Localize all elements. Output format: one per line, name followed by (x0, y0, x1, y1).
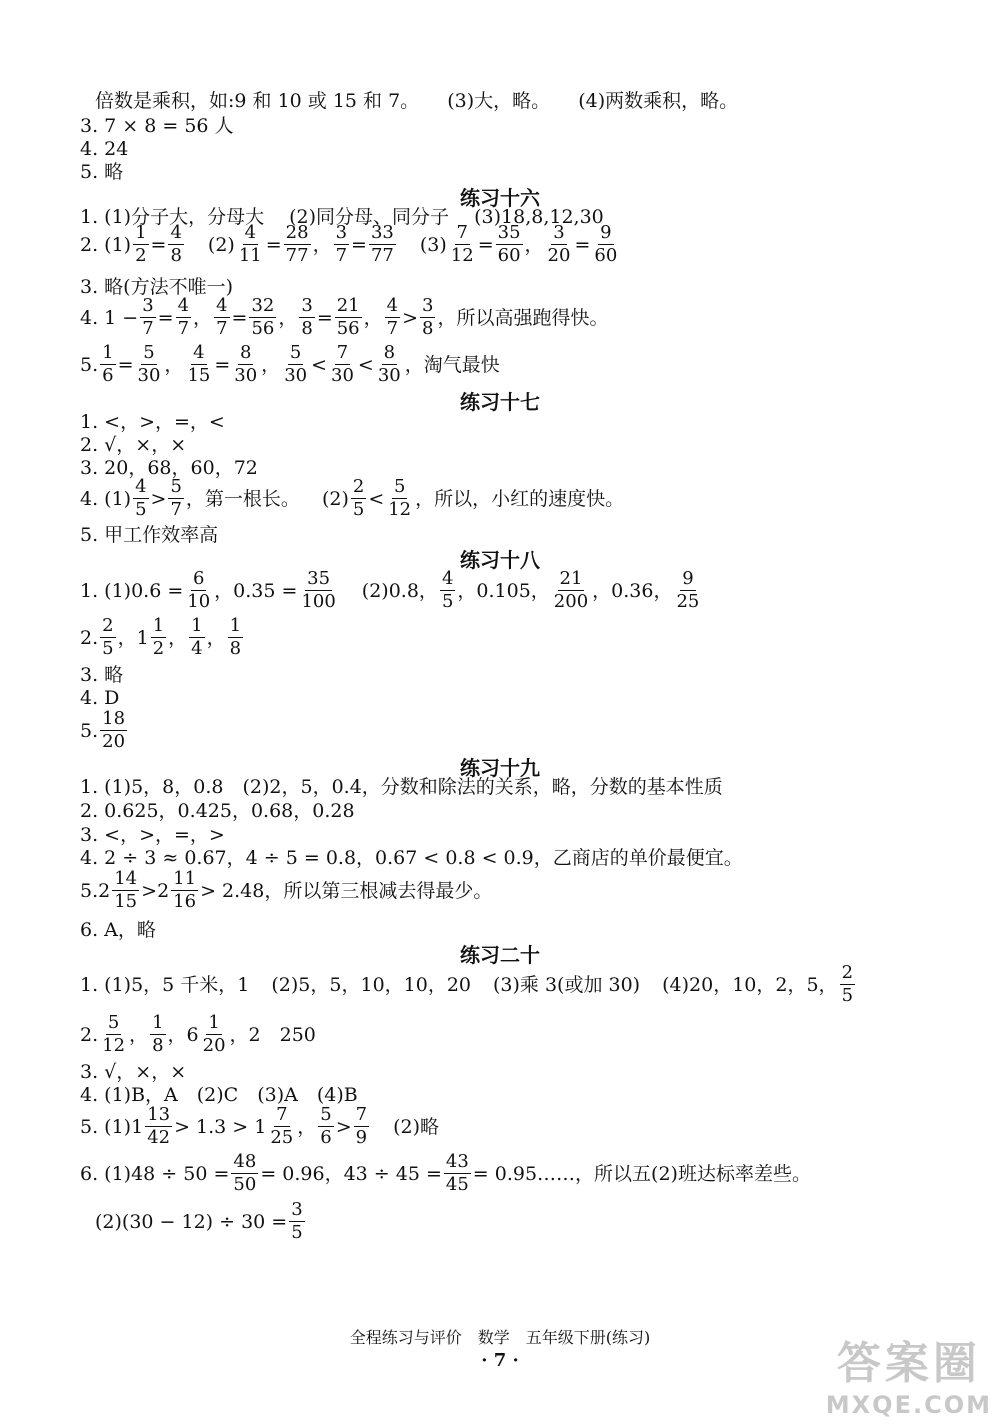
den: 56 (336, 318, 360, 339)
fraction (168, 222, 183, 267)
text: ，0.105， (457, 579, 550, 602)
fraction (171, 868, 198, 913)
text: = (214, 353, 231, 376)
text: 1. (1)0.6 = (80, 579, 184, 602)
den: 77 (285, 245, 309, 266)
fraction (145, 1104, 172, 1149)
num: 3 (553, 222, 565, 243)
text: (2)略 (393, 1115, 440, 1138)
s17-q1: 1. <，>，=，< (80, 411, 225, 433)
fraction (354, 1104, 369, 1149)
text: > 1.3 > 1 (174, 1115, 267, 1138)
num: 4 (386, 295, 399, 316)
text: ， (524, 233, 544, 256)
s19-q5 (80, 868, 492, 913)
fraction (289, 1199, 304, 1244)
text: = (265, 233, 282, 256)
num: 8 (383, 342, 396, 363)
text: (4)两数乘积，略。 (578, 90, 739, 112)
num: 33 (370, 222, 394, 243)
den: 15 (114, 891, 138, 912)
row (80, 708, 129, 753)
den: 5 (841, 985, 854, 1006)
num: 5 (393, 476, 406, 497)
num: 14 (114, 868, 138, 889)
text: < (311, 353, 328, 376)
text: (4)20，10，2，5， (662, 973, 838, 996)
s17-q3: 3. 20，68，60，72 (80, 457, 258, 479)
fraction (151, 615, 166, 660)
text: ， (193, 306, 213, 329)
s20-q5 (80, 1104, 439, 1149)
num: 3 (335, 222, 348, 243)
text: 1 (136, 626, 149, 649)
fraction (592, 222, 619, 267)
text: 2 (98, 879, 111, 902)
fraction (496, 222, 523, 267)
row (80, 868, 492, 913)
text: 1 (131, 1115, 144, 1138)
den: 7 (335, 245, 348, 266)
num: 6 (192, 568, 205, 589)
num: 1 (229, 615, 242, 636)
num: 18 (102, 708, 126, 729)
num: 7 (355, 1104, 368, 1125)
row (80, 476, 624, 521)
s16-q3: 3. 略(方法不唯一) (80, 276, 233, 298)
row (95, 1199, 307, 1244)
num: 1 (191, 615, 203, 636)
text: > (402, 306, 419, 329)
text: (2)0.8， (361, 579, 438, 602)
text: ， (278, 306, 298, 329)
fraction (282, 342, 309, 387)
fraction (150, 1012, 165, 1057)
fraction (334, 222, 349, 267)
top-line-4: 5. 略 (80, 161, 124, 183)
den: 12 (450, 245, 474, 266)
text: 倍数是乘积，如:9 和 10 或 15 和 7。 (95, 90, 420, 112)
fraction (546, 222, 573, 267)
den: 7 (142, 318, 154, 339)
s18-q2 (80, 615, 245, 660)
den: 45 (445, 1174, 469, 1195)
fraction (237, 222, 264, 267)
num: 1 (208, 1012, 220, 1033)
den: 4 (191, 638, 203, 659)
s17-q4 (80, 476, 624, 521)
watermark-line-2: MXQE.COM (825, 1391, 992, 1419)
text: = (117, 353, 134, 376)
fraction (329, 342, 356, 387)
text: ， (117, 626, 137, 649)
fraction (231, 1151, 258, 1196)
fraction (112, 868, 139, 913)
den: 5 (441, 591, 454, 612)
top-line-1 (95, 89, 738, 113)
den: 8 (229, 638, 242, 659)
den: 6 (102, 365, 114, 386)
fraction (214, 295, 229, 340)
num: 4 (135, 476, 147, 497)
text: = (574, 233, 591, 256)
fraction (351, 476, 366, 521)
den: 9 (355, 1127, 368, 1148)
den: 50 (233, 1174, 257, 1195)
text: ， (206, 626, 226, 649)
num: 5 (107, 1012, 120, 1033)
text: ，淘气最快 (404, 353, 500, 376)
den: 20 (202, 1035, 226, 1056)
num: 1 (102, 342, 114, 363)
text: 2. (1) (80, 233, 132, 256)
section-title-16: 练习十六 (460, 186, 540, 210)
num: 35 (307, 568, 331, 589)
den: 7 (170, 499, 182, 520)
fraction (674, 568, 701, 613)
den: 5 (135, 499, 147, 520)
s19-q4: 4. 2 ÷ 3 ≈ 0.67，4 ÷ 5 = 0.8，0.67 < 0.8 < 0.9，乙商店的单价最便宜。 (80, 847, 743, 869)
text: ，0.35 = (214, 579, 298, 602)
text: ， (363, 306, 383, 329)
den: 2 (135, 245, 147, 266)
num: 11 (173, 868, 197, 889)
num: 28 (285, 222, 309, 243)
num: 9 (682, 568, 694, 589)
num: 43 (445, 1151, 469, 1172)
den: 7 (216, 318, 228, 339)
fraction (376, 342, 403, 387)
text: ， (297, 1115, 317, 1138)
row (80, 962, 857, 1007)
fraction (185, 342, 212, 387)
fraction (299, 568, 337, 613)
den: 60 (594, 245, 618, 266)
text: < (357, 353, 374, 376)
text: ， (167, 1023, 187, 1046)
text: > (150, 487, 167, 510)
fraction (420, 295, 435, 340)
s16-q2 (80, 222, 621, 267)
num: 5 (170, 476, 182, 497)
num: 1 (152, 615, 165, 636)
text: ，2 250 (229, 1023, 316, 1046)
text: = 0.95……，所以五(2)班达标率差些。 (472, 1162, 811, 1185)
text: 5. (80, 353, 99, 376)
num: 7 (276, 1104, 288, 1125)
s18-q1 (80, 568, 703, 613)
den: 7 (177, 318, 190, 339)
fraction (385, 295, 400, 340)
text: ， (312, 233, 332, 256)
den: 10 (187, 591, 211, 612)
s20-q1 (80, 962, 857, 1007)
num: 4 (441, 568, 454, 589)
text: ，所以，小红的速度快。 (415, 487, 625, 510)
footer-title: 全程练习与评价 数学 五年级下册(练习) (349, 1328, 651, 1347)
den: 56 (251, 318, 275, 339)
row (80, 222, 621, 267)
text: ，第一根长。 (185, 487, 300, 510)
num: 4 (193, 342, 205, 363)
text: (3)乘 3(或加 30) (493, 973, 641, 996)
den: 42 (147, 1127, 171, 1148)
row (80, 342, 500, 387)
fraction (840, 962, 855, 1007)
fraction (185, 568, 212, 613)
s17-q2: 2. √，×，× (80, 434, 187, 456)
den: 30 (377, 365, 401, 386)
fraction (176, 295, 191, 340)
fraction (299, 295, 314, 340)
den: 12 (388, 499, 412, 520)
fraction (552, 568, 590, 613)
s18-q4: 4. D (80, 687, 120, 709)
s19-q3: 3. <，>，=，> (80, 824, 225, 846)
section-title-18: 练习十八 (460, 548, 540, 572)
s19-q1: 1. (1)5，8，0.8 (2)2，5，0.4，分数和除法的关系，略，分数的基本性质 (80, 776, 723, 798)
text: = (150, 233, 167, 256)
num: 3 (291, 1199, 303, 1220)
den: 7 (386, 318, 399, 339)
num: 1 (135, 222, 147, 243)
num: 3 (422, 295, 434, 316)
den: 8 (301, 318, 313, 339)
den: 8 (152, 1035, 164, 1056)
text: 4. (1) (80, 487, 132, 510)
watermark-line-1: 答案圈 (836, 1338, 981, 1389)
text: (2) (321, 487, 349, 510)
den: 5 (102, 638, 114, 659)
text: 2. (80, 626, 99, 649)
s18-q3: 3. 略 (80, 664, 124, 686)
num: 5 (320, 1104, 332, 1125)
row (80, 295, 609, 340)
text: > (335, 1115, 352, 1138)
s19-q6: 6. A，略 (80, 919, 156, 941)
den: 200 (553, 591, 589, 612)
den: 77 (370, 245, 394, 266)
fraction (249, 295, 276, 340)
text: = (231, 306, 248, 329)
text: ， (261, 353, 281, 376)
text: (2) (207, 233, 235, 256)
fraction (201, 1012, 228, 1057)
fraction (440, 568, 455, 613)
section-title-20: 练习二十 (460, 943, 540, 967)
fraction (136, 342, 163, 387)
den: 25 (676, 591, 700, 612)
den: 8 (170, 245, 182, 266)
den: 5 (291, 1222, 303, 1243)
den: 60 (497, 245, 521, 266)
page-number: · 7 · (481, 1350, 519, 1371)
fraction (268, 1104, 295, 1149)
num: 7 (336, 342, 349, 363)
den: 20 (102, 731, 126, 752)
text: 4. 1 − (80, 306, 139, 329)
den: 30 (331, 365, 354, 386)
text: 6 (186, 1023, 199, 1046)
num: 8 (239, 342, 252, 363)
num: 5 (289, 342, 302, 363)
text: (2)5，5，10，10，20 (271, 973, 472, 996)
s16-q4 (80, 295, 609, 340)
s20-q6 (80, 1151, 811, 1196)
text: = (351, 233, 367, 256)
fraction (100, 615, 115, 660)
text: 2. (80, 1023, 99, 1046)
s17-q5: 5. 甲工作效率高 (80, 524, 219, 546)
s16-q5 (80, 342, 500, 387)
num: 9 (600, 222, 612, 243)
fraction (140, 295, 155, 340)
text: ， (164, 353, 184, 376)
text: > (141, 879, 158, 902)
text: (3)大，略。 (447, 90, 551, 112)
num: 48 (233, 1151, 257, 1172)
text: ，0.36， (592, 579, 673, 602)
text: (2)同分母、同分子 (289, 206, 450, 228)
den: 30 (234, 365, 258, 386)
fraction (449, 222, 476, 267)
num: 4 (170, 222, 182, 243)
section-title-17: 练习十七 (460, 390, 540, 414)
row (80, 1012, 316, 1057)
text: 5. (80, 719, 99, 742)
den: 2 (152, 638, 165, 659)
num: 13 (147, 1104, 171, 1125)
num: 32 (251, 295, 275, 316)
fraction (133, 476, 148, 521)
text: 2 (157, 879, 170, 902)
num: 1 (152, 1012, 164, 1033)
text: < (368, 487, 385, 510)
text: 1. (1)5，5 千米，1 (80, 973, 250, 996)
s19-q2: 2. 0.625，0.425，0.68，0.28 (80, 800, 355, 822)
fraction (232, 342, 259, 387)
fraction (168, 476, 183, 521)
s20-q2 (80, 1012, 316, 1057)
text: (2)(30 − 12) ÷ 30 = (95, 1210, 288, 1233)
fraction (189, 615, 204, 660)
s20-q6-2 (95, 1199, 307, 1244)
num: 4 (216, 295, 228, 316)
s20-q4: 4. (1)B，A (2)C (3)A (4)B (80, 1084, 358, 1106)
num: 5 (143, 342, 155, 363)
num: 7 (456, 222, 468, 243)
fraction (133, 222, 148, 267)
den: 8 (422, 318, 434, 339)
fraction (335, 295, 362, 340)
den: 25 (270, 1127, 294, 1148)
text: ，所以高强跑得快。 (437, 306, 609, 329)
fraction (444, 1151, 471, 1196)
text: 5. (80, 879, 99, 902)
row (80, 1151, 811, 1196)
s18-q5 (80, 708, 129, 753)
den: 5 (352, 499, 365, 520)
text: = 0.96，43 ÷ 45 = (260, 1162, 442, 1185)
den: 15 (187, 365, 211, 386)
fraction (284, 222, 311, 267)
text: = (316, 306, 333, 329)
num: 2 (352, 476, 365, 497)
fraction (369, 222, 396, 267)
num: 21 (336, 295, 360, 316)
num: 35 (497, 222, 521, 243)
text: ， (168, 626, 188, 649)
num: 4 (244, 222, 257, 243)
den: 12 (102, 1035, 126, 1056)
section-title-19: 练习十九 (460, 756, 540, 780)
row (80, 568, 703, 613)
den: 20 (547, 245, 571, 266)
top-line-2: 3. 7 × 8 = 56 人 (80, 115, 234, 137)
den: 30 (284, 365, 308, 386)
num: 3 (142, 295, 154, 316)
num: 2 (102, 615, 114, 636)
text: 6. (1)48 ÷ 50 = (80, 1162, 230, 1185)
den: 16 (173, 891, 197, 912)
num: 2 (841, 962, 854, 983)
fraction (228, 615, 243, 660)
text: = (157, 306, 174, 329)
den: 11 (238, 245, 262, 266)
den: 100 (301, 591, 336, 612)
fraction (318, 1104, 333, 1149)
num: 21 (559, 568, 583, 589)
num: 3 (301, 295, 313, 316)
row (80, 615, 245, 660)
num: 4 (177, 295, 190, 316)
row (80, 1104, 439, 1149)
text: (3)18,8,12,30 (474, 206, 604, 228)
fraction (100, 1012, 127, 1057)
den: 30 (137, 365, 161, 386)
den: 6 (320, 1127, 332, 1148)
s20-q3: 3. √，×，× (80, 1061, 187, 1083)
watermark (826, 1327, 992, 1419)
text: = (477, 233, 494, 256)
fraction (100, 708, 127, 753)
text: 1. (1)分子大，分母大 (80, 206, 265, 228)
text: > 2.48，所以第三根减去得最少。 (200, 879, 493, 902)
top-line-3: 4. 24 (80, 138, 129, 160)
fraction (386, 476, 413, 521)
fraction (100, 342, 115, 387)
text: ， (129, 1023, 149, 1046)
text: (3) (419, 233, 447, 256)
text: 5. (1) (80, 1115, 132, 1138)
